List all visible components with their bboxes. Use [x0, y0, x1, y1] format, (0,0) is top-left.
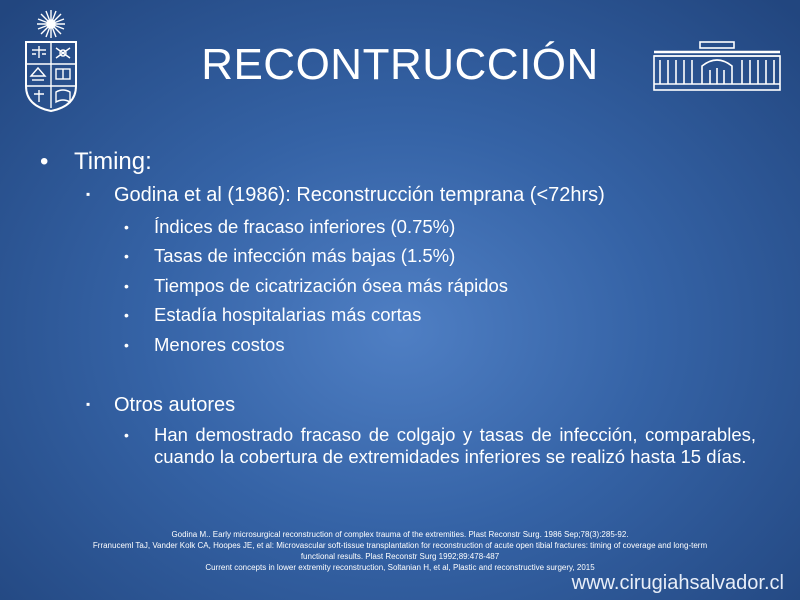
list-item-text: Estadía hospitalarias más cortas [154, 304, 422, 325]
list-item-text: Tiempos de cicatrización ósea más rápidos [154, 275, 509, 296]
list-item-text: Tasas de infección más bajas (1.5%) [154, 245, 456, 266]
bullet-marker: ▪ [86, 397, 91, 411]
list-item [124, 304, 421, 326]
bullet-timing [40, 148, 152, 176]
list-item [124, 245, 455, 267]
list-item [124, 275, 508, 297]
bullet-text: Otros autores [114, 394, 236, 416]
bullet-marker: • [124, 219, 129, 235]
bullet-marker: • [124, 278, 129, 294]
reference-item: Frranuceml TaJ, Vander Kolk CA, Hoopes JE, et al: Microvascular soft-tissue transplantation for reconstruction of acute open tibial fractures: timing of coverage and long-term functional results. Plast Reconstr Surg 1992;89:478-487 [92, 541, 708, 561]
slide-title: RECONTRUCCIÓN [201, 40, 599, 89]
bullet-godina [86, 184, 605, 207]
list-item [124, 216, 455, 238]
bullet-marker: • [124, 337, 129, 353]
bullet-marker: • [124, 427, 129, 443]
reference-item: Godina M.. Early microsurgical reconstruction of complex trauma of the extremities. Plast Reconstr Surg. 1986 Sep;78(3):285-92. [171, 530, 629, 539]
bullet-marker: • [40, 148, 49, 175]
bullet-marker: ▪ [86, 187, 91, 201]
list-item [124, 424, 756, 468]
list-item-text: Índices de fracaso inferiores (0.75%) [154, 216, 456, 237]
bullet-text: Godina et al (1986): Reconstrucción temprana (<72hrs) [114, 184, 605, 206]
bullet-marker: • [124, 307, 129, 323]
list-item [124, 334, 285, 356]
reference-item: Current concepts in lower extremity reconstruction, Soltanian H, et al, Plastic and reconstructive surgery, 2015 [205, 563, 595, 572]
list-item-text: Han demostrado fracaso de colgajo y tasas de infección, comparables, cuando la cobertura de extremidades inferiores se realizó hasta 15 días. [154, 424, 756, 467]
list-item-text: Menores costos [154, 334, 285, 355]
footer-url: www.cirugiahsalvador.cl [571, 572, 784, 594]
bullet-text: Timing: [74, 148, 152, 175]
references [0, 529, 800, 573]
bullet-marker: • [124, 248, 129, 264]
bullet-otros-autores [86, 394, 235, 417]
